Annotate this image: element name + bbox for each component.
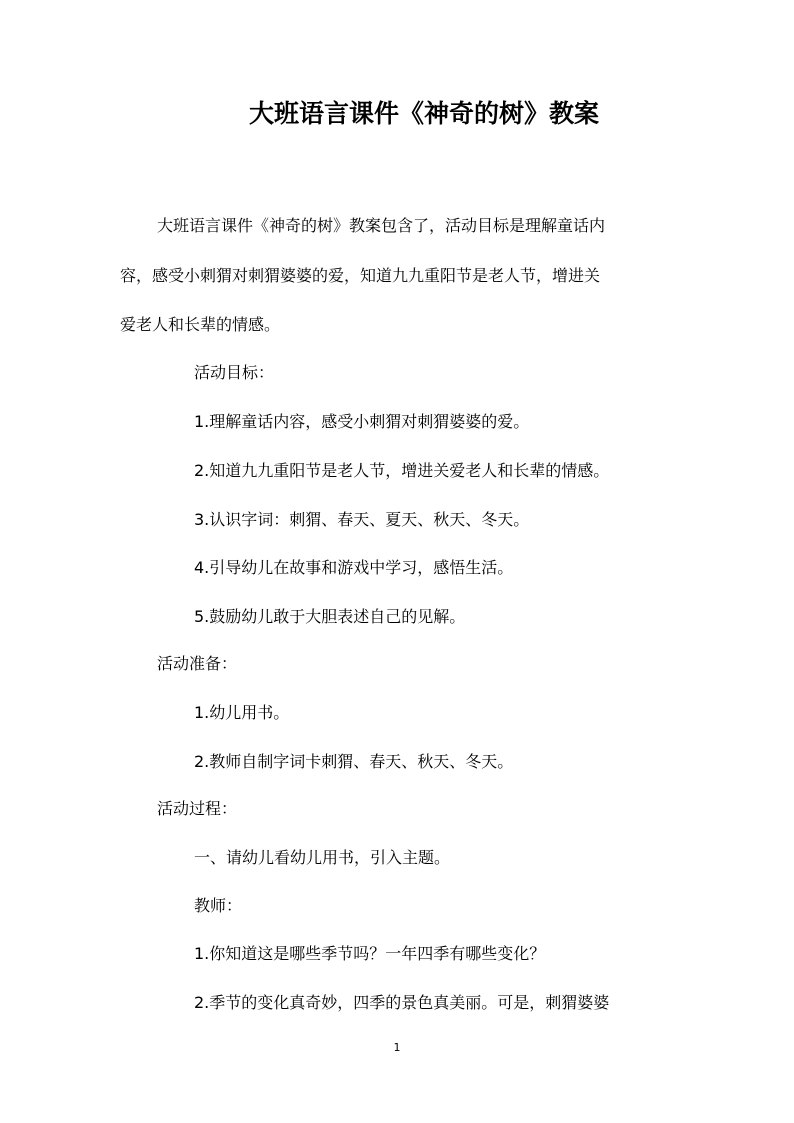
prep-item-1: 1.幼儿用书。	[194, 703, 290, 722]
prep-heading: 活动准备：	[157, 654, 238, 673]
document-title: 大班语言课件《神奇的树》教案	[248, 99, 599, 128]
goal-item-3: 3.认识字词：刺猬、春天、夏天、秋天、冬天。	[194, 510, 530, 529]
goal-item-1: 1.理解童话内容，感受小刺猬对刺猬婆婆的爱。	[194, 412, 530, 431]
goals-heading: 活动目标：	[194, 363, 275, 382]
goal-item-4: 4.引导幼儿在故事和游戏中学习，感悟生活。	[194, 558, 514, 577]
intro-line-2: 容，感受小刺猬对刺猬婆婆的爱，知道九九重阳节是老人节，增进关	[120, 266, 601, 285]
teacher-question-1: 1.你知道这是哪些季节吗？一年四季有哪些变化？	[194, 944, 546, 963]
page-number: 1	[393, 1041, 401, 1054]
teacher-question-2: 2.季节的变化真奇妙，四季的景色真美丽。可是，刺猬婆婆	[194, 993, 610, 1012]
teacher-label: 教师：	[194, 896, 243, 915]
intro-line-3: 爱老人和长辈的情感。	[120, 315, 281, 334]
process-step-1: 一、请幼儿看幼儿用书，引入主题。	[194, 848, 451, 867]
goal-item-5: 5.鼓励幼儿敢于大胆表述自己的见解。	[194, 607, 466, 626]
goal-item-2: 2.知道九九重阳节是老人节，增进关爱老人和长辈的情感。	[194, 461, 610, 480]
intro-line-1: 大班语言课件《神奇的树》教案包含了，活动目标是理解童话内	[157, 216, 606, 235]
prep-item-2: 2.教师自制字词卡刺猬、春天、秋天、冬天。	[194, 752, 514, 771]
process-heading: 活动过程：	[157, 799, 238, 818]
